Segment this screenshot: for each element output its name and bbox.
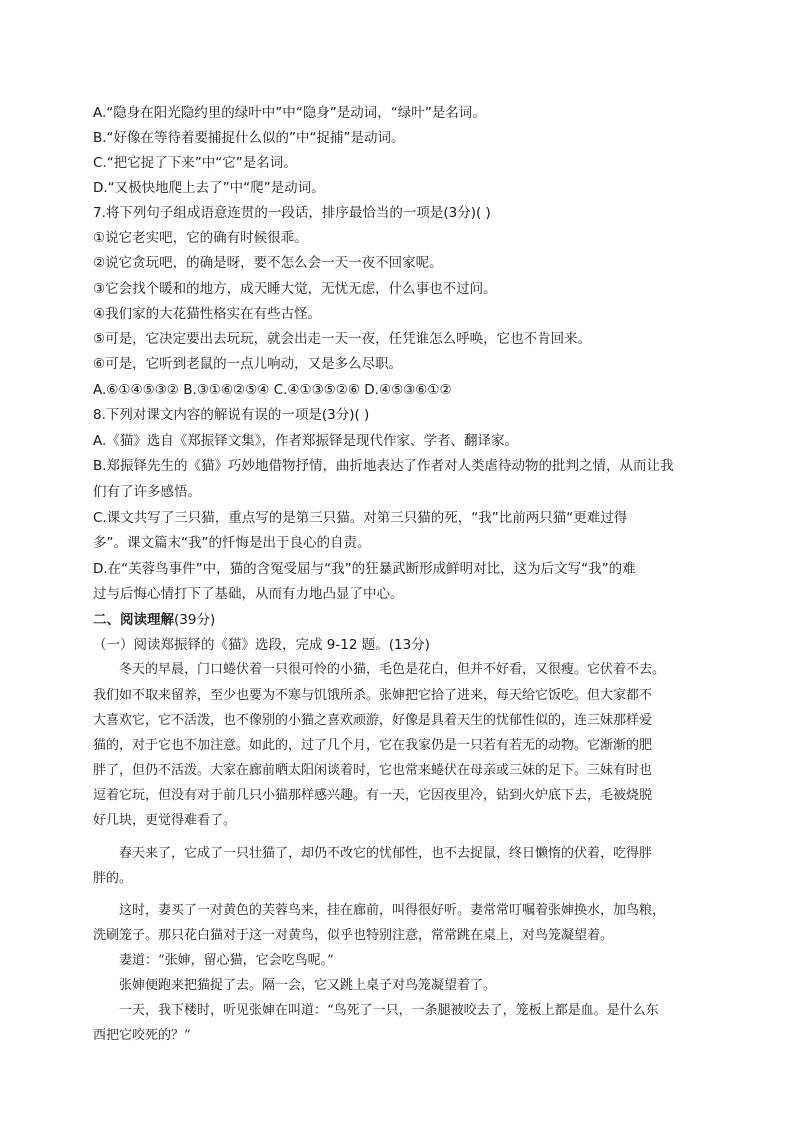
q8-option-c-line-1: C.课文共写了三只猫，重点写的是第三只猫。对第三只猫的死，“我”比前两只猫“更难过得 bbox=[93, 510, 628, 526]
passage-line: 妻道：“张婶，留心猫，它会吃鸟呢。” bbox=[119, 953, 334, 968]
passage-line: 我们如不取来留养，至少也要为不寒与饥饿所杀。张婶把它拾了进来，每天给它饭吃。但大家都不 bbox=[93, 688, 653, 703]
q6-option-b: B.“好像在等待着要捕捉什么似的”中“捉捕”是动词。 bbox=[93, 130, 405, 146]
q7-sentence-2: ②说它贪玩吧，的确是呀，要不怎么会一天一夜不回家呢。 bbox=[93, 255, 443, 271]
passage-line: 胖了，但仍不活泼。大家在廊前晒太阳闲谈着时，它也常来蜷伏在母亲或三妹的足下。三妹有时也 bbox=[93, 763, 653, 778]
passage-line: 好几块，更觉得难看了。 bbox=[93, 813, 237, 828]
passage-line: 逗着它玩，但没有对于前几只小猫那样感兴趣。有一天，它因夜里冷，钻到火炉底下去，毛被烧脱 bbox=[93, 788, 653, 803]
passage-line: 这时，妻买了一对黄色的芙蓉鸟来，挂在廊前，叫得很好听。妻常常叮嘱着张婶换水，加鸟粮， bbox=[119, 903, 666, 918]
passage-line: 一天，我下楼时，听见张婶在叫道：“鸟死了一只，一条腿被咬去了，笼板上都是血。是什么东 bbox=[119, 1003, 659, 1018]
q6-option-a: A.“隐身在阳光隐约里的绿叶中”中“隐身”是动词，“绿叶”是名词。 bbox=[93, 105, 486, 121]
passage-line: 西把它咬死的？” bbox=[93, 1028, 191, 1043]
passage-line: 胖的。 bbox=[93, 871, 133, 886]
q7-sentence-6: ⑥可是，它听到老鼠的一点儿响动，又是多么尽职。 bbox=[93, 356, 403, 372]
passage-line: 张婶便跑来把猫捉了去。隔一会，它又跳上桌子对鸟笼凝望着了。 bbox=[119, 978, 497, 993]
passage-line: 猫的，对于它也不加注意。如此的，过了几个月，它在我家仍是一只若有若无的动物。它渐渐的肥 bbox=[93, 738, 653, 753]
passage-line: 大喜欢它，它不活泼，也不像别的小猫之喜欢顽游，好像是具着天生的忧郁性似的，连三妹那样爱 bbox=[93, 713, 653, 728]
q8-option-d-line-2: 过与后悔心情打下了基础，从而有力地凸显了中心。 bbox=[93, 586, 404, 602]
q7-sentence-4: ④我们家的大花猫性格实在有些古怪。 bbox=[93, 306, 322, 322]
q8-option-d-line-1: D.在“芙蓉鸟事件”中，猫的含冤受屈与“我”的狂暴武断形成鲜明对比，这为后文写“我”的难 bbox=[93, 561, 636, 577]
q8-option-a: A.《猫》选自《郑振铎文集》，作者郑振铎是现代作家、学者、翻译家。 bbox=[93, 433, 519, 449]
q8-option-b-line-1: B.郑振铎先生的《猫》巧妙地借物抒情，曲折地表达了作者对人类虐待动物的批判之情，从而让我 bbox=[93, 458, 674, 474]
section-2-heading bbox=[93, 610, 215, 630]
passage-line: 春天来了，它成了一只壮猫了，却仍不改它的忧郁性，也不去捉鼠，终日懒惰的伏着，吃得胖 bbox=[119, 846, 653, 861]
q8-stem: 8.下列对课文内容的解说有误的一项是(3分)( ) bbox=[93, 407, 370, 423]
q7-sentence-1: ①说它老实吧，它的确有时候很乖。 bbox=[93, 230, 308, 246]
passage-line: 冬天的早晨，门口蜷伏着一只很可怜的小猫，毛色是花白，但并不好看，又很瘦。它伏着不去。 bbox=[119, 662, 666, 677]
q6-option-d: D.“又极快地爬上去了”中“爬”是动词。 bbox=[93, 180, 325, 196]
q8-option-b-line-2: 们有了许多感悟。 bbox=[93, 484, 201, 500]
section-2-title: 二、阅读理解 bbox=[93, 612, 174, 628]
q7-stem: 7.将下列句子组成语意连贯的一段话，排序最恰当的一项是(3分)( ) bbox=[93, 205, 491, 221]
part-1-title: （一）阅读郑振铎的《猫》选段，完成 9-12 题。(13分) bbox=[93, 637, 430, 653]
q7-choices: A.⑥①④⑤③② B.③①⑥②⑤④ C.④①③⑤②⑥ D.④⑤③⑥①② bbox=[93, 382, 452, 398]
section-2-score: (39分) bbox=[174, 612, 216, 628]
q8-option-c-line-2: 多”。课文篇末“我”的忏悔是出于良心的自责。 bbox=[93, 535, 371, 551]
q7-sentence-5: ⑤可是，它决定要出去玩玩，就会出走一天一夜，任凭谁怎么呼唤，它也不肯回来。 bbox=[93, 331, 592, 347]
passage-line: 洗刷笼子。那只花白猫对于这一对黄鸟，似乎也特别注意，常常跳在桌上，对鸟笼凝望着。 bbox=[93, 928, 614, 943]
q6-option-c: C.“把它捉了下来”中“它”是名词。 bbox=[93, 155, 297, 171]
q7-sentence-3: ③它会找个暖和的地方，成天睡大觉，无忧无虑，什么事也不过问。 bbox=[93, 281, 497, 297]
